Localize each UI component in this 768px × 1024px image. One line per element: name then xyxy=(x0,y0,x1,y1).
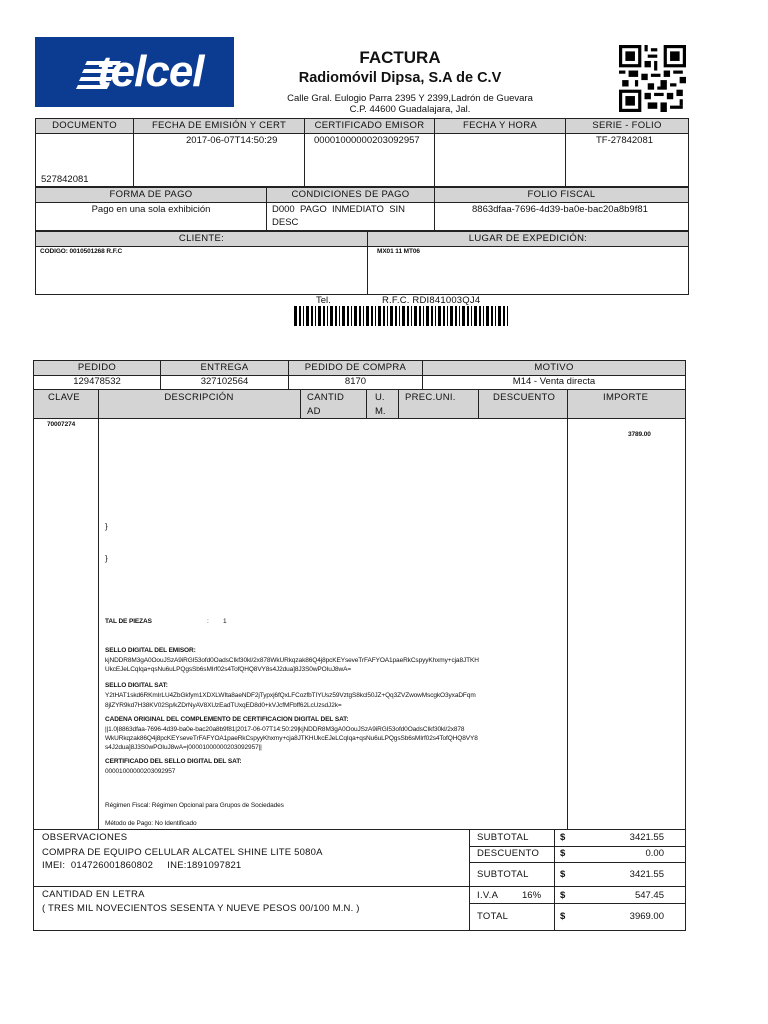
sello-sat-1: Y2tHAT1skd6RKmIrLU4ZbGkfym1XDXLWIta8aeNDF2jTypxj6fQxLFCozfbTIYUsz59VztgS8kcl50JZ+Qq3ZVZwowMscgkO3yxaDFqm xyxy=(105,692,476,699)
company-name: Radiomóvil Dipsa, S.A de C.V xyxy=(298,70,502,86)
cert-sat-value: 00001000000203092957 xyxy=(105,768,176,775)
descuento-label: DESCUENTO xyxy=(477,848,540,859)
pedido-value: 129478532 xyxy=(73,376,121,387)
forma-pago-value: Pago en una sola exhibición xyxy=(91,204,211,215)
logo-text: telcel xyxy=(97,47,204,96)
header-fecha-hora: FECHA Y HORA xyxy=(463,120,537,131)
header-motivo: MOTIVO xyxy=(534,362,574,373)
header-pedido: PEDIDO xyxy=(77,362,117,373)
cadena-label: CADENA ORIGINAL DEL COMPLEMENTO DE CERTIFICACION DIGITAL DEL SAT: xyxy=(105,716,349,723)
subtotal-currency: $ xyxy=(560,832,566,843)
iva-pct: 16% xyxy=(522,890,542,901)
piezas-label: TAL DE PIEZAS xyxy=(105,618,152,625)
header-precio: PREC.UNI. xyxy=(405,392,456,403)
fecha-emision-value: 2017-06-07T14:50:29 xyxy=(186,135,278,146)
header-importe: IMPORTE xyxy=(603,392,649,403)
sello-emisor-label: SELLO DIGITAL DEL EMISOR: xyxy=(105,647,196,654)
header-certificado-emisor: CERTIFICADO EMISOR xyxy=(314,120,425,131)
cadena-3: s4J2dua]8J3S0wPOIuJ8wA=|00001000000203092957|| xyxy=(105,744,262,751)
cantidad-letra-value: ( TRES MIL NOVECIENTOS SESENTA Y NUEVE PESOS 00/100 M.N. ) xyxy=(42,903,360,914)
item-importe: 3789.00 xyxy=(628,431,651,438)
observaciones-label: OBSERVACIONES xyxy=(42,832,128,843)
document-title: FACTURA xyxy=(359,48,441,67)
barcode-icon xyxy=(294,306,512,326)
header-cliente: CLIENTE: xyxy=(178,233,225,244)
header-serie-folio: SERIE - FOLIO xyxy=(592,120,662,131)
cadena-1: ||1.0|8863dfaa-7696-4d39-ba0e-bac20a8b9f81|2017-06-07T14:50:29|kjNDDR8M3gA0OouJSzA9iRGI53ofd0OadsCIkf30kl/2x878 xyxy=(105,726,465,733)
total-currency: $ xyxy=(560,911,566,922)
items-header xyxy=(33,389,686,419)
lugar-value: MX01 11 MT06 xyxy=(377,248,420,255)
order-table xyxy=(33,360,686,390)
header-descripcion: DESCRIPCIÓN xyxy=(164,392,234,403)
sello-sat-2: 8jlZYR9kd7H38KV02Sp/kZDrNyAV8XUzEadTUxqED8d0+kVJcfMFbff62LcUzsdJ2k= xyxy=(105,702,342,709)
descuento-currency: $ xyxy=(560,848,566,859)
header-forma-pago: FORMA DE PAGO xyxy=(109,189,193,200)
payment-table xyxy=(35,187,689,231)
iva-value: 547.45 xyxy=(634,890,664,901)
client-table xyxy=(35,231,689,295)
subtotal-2-label: SUBTOTAL xyxy=(477,869,529,880)
cliente-value: CODIGO: 0010501268 R.F.C xyxy=(40,248,123,255)
company-address-1: Calle Gral. Eulogio Parra 2395 Y 2399,Ladrón de Guevara xyxy=(287,93,533,104)
item-brace-2: } xyxy=(105,554,108,563)
header-folio-fiscal: FOLIO FISCAL xyxy=(527,189,596,200)
regimen-fiscal: Régimen Fiscal: Régimen Opcional para Grupos de Sociedades xyxy=(105,802,284,809)
sello-sat-label: SELLO DIGITAL SAT: xyxy=(105,682,168,689)
motivo-value: M14 - Venta directa xyxy=(512,376,596,387)
cantidad-letra-label: CANTIDAD EN LETRA xyxy=(42,889,145,900)
total-label: TOTAL xyxy=(477,911,509,922)
sello-emisor-2: UkcEJeLCqIqa+qsNu6uLPQgsSb6sMIrf02s4TofQHQ8VY8s4J2dua]8J3S0wPOIuJ8wA= xyxy=(105,666,352,673)
folio-fiscal-value: 8863dfaa-7696-4d39-ba0e-bac20a8b9f81 xyxy=(472,204,648,215)
observaciones-line-1: COMPRA DE EQUIPO CELULAR ALCATEL SHINE LITE 5080A xyxy=(42,847,323,858)
subtotal-2-currency: $ xyxy=(560,869,566,880)
descuento-value: 0.00 xyxy=(645,848,664,859)
iva-currency: $ xyxy=(560,890,566,901)
condiciones-value-1: D000 PAGO INMEDIATO SIN xyxy=(272,204,406,215)
observaciones-line-2: IMEI: 014726001860802 INE:1891097821 xyxy=(42,860,242,871)
item-clave: 70007274 xyxy=(47,421,76,428)
header-documento: DOCUMENTO xyxy=(52,120,117,131)
qr-code-icon xyxy=(619,45,686,112)
tel-label: Tel. xyxy=(316,295,331,306)
header-descuento: DESCUENTO xyxy=(493,392,556,403)
total-value: 3969.00 xyxy=(629,911,664,922)
header-um-2: M. xyxy=(375,406,386,417)
sello-emisor-1: kjNDDR8M3gA0OouJSzA9iRGI53ofd0OadsCIkf30kl/2x878WkURkqzak86Q4j8pcKEYseveTrFAFYOA1paeRkCspyyKhxmy+cja8JTKH xyxy=(105,657,479,664)
rfc-label: R.F.C. RDI841003QJ4 xyxy=(382,295,481,306)
header-pedido-compra: PEDIDO DE COMPRA xyxy=(304,362,407,373)
telcel-logo xyxy=(35,37,234,107)
subtotal-value: 3421.55 xyxy=(629,832,664,843)
subtotal-label: SUBTOTAL xyxy=(477,832,529,843)
header-cantidad-2: AD xyxy=(307,406,321,417)
metodo-pago: Método de Pago: No Identificado xyxy=(105,820,197,827)
cert-sat-label: CERTIFICADO DEL SELLO DIGITAL DEL SAT: xyxy=(105,758,242,765)
header-entrega: ENTREGA xyxy=(200,362,249,373)
header-clave: CLAVE xyxy=(48,392,80,403)
header-condiciones-pago: CONDICIONES DE PAGO xyxy=(291,189,410,200)
entrega-value: 327102564 xyxy=(200,376,249,387)
pedido-compra-value: 8170 xyxy=(344,376,367,387)
condiciones-value-2: DESC xyxy=(272,217,299,228)
iva-label: I.V.A xyxy=(477,890,499,901)
header-lugar-expedicion: LUGAR DE EXPEDICIÓN: xyxy=(468,233,588,244)
company-address-2: C.P. 44600 Guadalajara, Jal. xyxy=(349,104,471,115)
header-fecha-emision: FECHA DE EMISIÓN Y CERT xyxy=(151,120,287,131)
header-um-1: U. xyxy=(375,392,385,403)
piezas-sep: : xyxy=(207,618,209,625)
document-table xyxy=(35,118,689,187)
header-cantidad-1: CANTID xyxy=(307,392,345,403)
documento-value: 527842081 xyxy=(41,174,89,185)
cadena-2: WkURkqzak86Q4j8pcKEYseveTrFAFYOA1paeRkCspyyKhxmy+cja8JTKHUkcEJeLCqIqa+qsNu6uLPQgsSb6sMIrf02s4TofQHQ8VY8 xyxy=(105,735,478,742)
subtotal-2-value: 3421.55 xyxy=(629,869,664,880)
piezas-value: 1 xyxy=(223,618,227,625)
certificado-value: 00001000000203092957 xyxy=(314,135,420,146)
item-brace-1: } xyxy=(105,522,108,531)
totals-section xyxy=(33,829,686,931)
serie-folio-value: TF-27842081 xyxy=(596,135,654,146)
